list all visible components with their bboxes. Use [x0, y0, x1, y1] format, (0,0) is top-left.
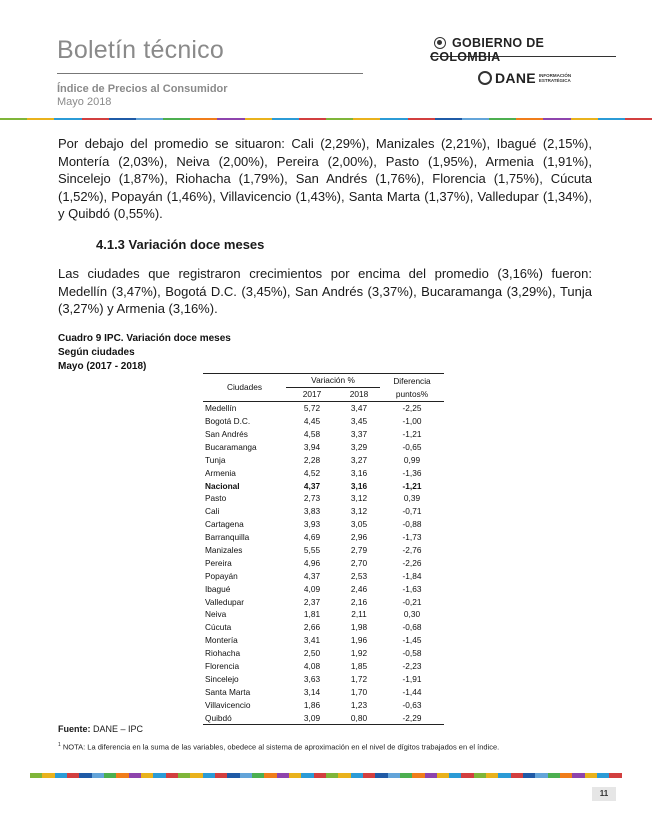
difference-cell: -0,21: [402, 596, 422, 607]
difference-cell: -1,21: [402, 480, 422, 491]
value-2018-cell: 1,85: [350, 661, 368, 672]
city-cell: Cúcuta: [205, 622, 232, 633]
value-2017-cell: 2,66: [303, 622, 321, 633]
city-cell: Neiva: [205, 609, 227, 620]
stripe-segment: [543, 118, 570, 120]
difference-cell: -0,88: [402, 519, 422, 530]
document-title: Boletín técnico: [57, 36, 224, 64]
stripe-segment: [54, 118, 81, 120]
table-row: [203, 621, 444, 634]
stripe-segment: [597, 773, 609, 778]
stripe-segment: [353, 118, 380, 120]
table-row: [203, 440, 444, 453]
city-cell: Tunja: [205, 454, 226, 465]
stripe-segment: [190, 118, 217, 120]
value-2017-cell: 3,94: [303, 441, 321, 452]
footer-color-stripe: [30, 773, 622, 778]
stripe-segment: [598, 118, 625, 120]
footnote: [58, 742, 499, 752]
value-2017-cell: 4,58: [303, 429, 321, 439]
stripe-segment: [129, 773, 141, 778]
stripe-segment: [326, 118, 353, 120]
seal-icon: [434, 37, 446, 49]
value-2018-cell: 1,98: [350, 622, 368, 633]
table-row: [203, 544, 444, 557]
stripe-segment: [27, 118, 54, 120]
dane-icon: [478, 71, 492, 85]
stripe-segment: [82, 118, 109, 120]
table-row: [203, 518, 444, 531]
stripe-segment: [264, 773, 276, 778]
dane-label: DANE: [495, 70, 536, 86]
value-2017-cell: 4,45: [303, 416, 321, 427]
difference-cell: 0,99: [403, 454, 421, 465]
value-2018-cell: 3,37: [350, 429, 368, 439]
city-cell: San Andrés: [205, 429, 248, 439]
table-row: [203, 569, 444, 582]
stripe-segment: [203, 773, 215, 778]
value-2017-cell: 2,28: [303, 454, 321, 465]
city-cell: Quibdó: [203, 711, 286, 724]
table-row: [203, 647, 444, 660]
table-row: [203, 415, 444, 428]
header-puntos: puntos%: [395, 389, 429, 400]
document-subtitle: Índice de Precios al Consumidor: [57, 83, 228, 95]
value-2018-cell: 1,23: [350, 699, 368, 710]
value-2017-cell: 2,37: [303, 596, 321, 607]
value-2017-cell: 4,52: [303, 467, 321, 478]
stripe-segment: [609, 773, 621, 778]
table-row: [203, 453, 444, 466]
stripe-segment: [116, 773, 128, 778]
value-2017-cell: 4,96: [303, 557, 321, 568]
value-2017-cell: 3,83: [303, 506, 321, 517]
value-2017-cell: 2,50: [303, 648, 321, 659]
document-date: Mayo 2018: [57, 96, 112, 108]
value-2018-cell: 3,47: [350, 403, 368, 414]
stripe-segment: [516, 118, 543, 120]
value-2018-cell: 2,70: [350, 557, 368, 568]
value-2018-cell: 3,12: [350, 506, 368, 517]
difference-cell: -2,76: [402, 545, 422, 556]
table-row: [203, 492, 444, 505]
stripe-segment: [314, 773, 326, 778]
stripe-segment: [474, 773, 486, 778]
city-cell: Cartagena: [205, 519, 244, 530]
stripe-segment: [380, 118, 407, 120]
city-cell: Santa Marta: [205, 686, 251, 697]
value-2018-cell: 2,79: [350, 545, 368, 556]
page-number: 11: [592, 787, 616, 801]
city-cell: Popayán: [205, 570, 238, 581]
table-row: [203, 428, 444, 441]
value-2018-cell: 3,16: [350, 480, 368, 491]
stripe-segment: [240, 773, 252, 778]
table-caption-subtitle: Según ciudades: [58, 347, 135, 358]
stripe-segment: [435, 118, 462, 120]
stripe-segment: [0, 118, 27, 120]
city-cell: Cali: [205, 506, 220, 517]
table-row: [203, 466, 444, 479]
value-2018-cell: 2,96: [350, 532, 368, 543]
value-2017-cell: 3,14: [303, 686, 321, 697]
table-row: [203, 582, 444, 595]
table-caption-period: Mayo (2017 - 2018): [58, 361, 147, 372]
value-2017-cell: 3,41: [303, 635, 321, 646]
stripe-segment: [190, 773, 202, 778]
table-row: [203, 556, 444, 569]
table-caption-title: Cuadro 9 IPC. Variación doce meses: [58, 333, 231, 344]
city-cell: Nacional: [205, 480, 240, 491]
city-cell: Bogotá D.C.: [205, 416, 251, 427]
city-cell: Bucaramanga: [205, 441, 257, 452]
stripe-segment: [560, 773, 572, 778]
stripe-segment: [572, 773, 584, 778]
table-row: [203, 505, 444, 518]
stripe-segment: [585, 773, 597, 778]
value-2018-cell: 3,27: [350, 454, 368, 465]
stripe-segment: [425, 773, 437, 778]
value-2018-cell: 2,46: [350, 583, 368, 594]
difference-cell: -1,84: [402, 570, 422, 581]
header-color-stripe: [0, 118, 652, 120]
value-2017-cell: 2,73: [303, 493, 321, 504]
stripe-segment: [326, 773, 338, 778]
difference-cell: -2,26: [402, 557, 422, 568]
stripe-segment: [289, 773, 301, 778]
stripe-segment: [437, 773, 449, 778]
value-2017-cell: 1,81: [303, 609, 321, 620]
header-divider: [57, 73, 363, 74]
city-cell: Ibagué: [205, 583, 231, 594]
stripe-segment: [486, 773, 498, 778]
stripe-segment: [400, 773, 412, 778]
difference-cell: -1,73: [402, 532, 422, 543]
city-cell: Barranquilla: [205, 532, 250, 543]
stripe-segment: [227, 773, 239, 778]
city-cell: Manizales: [205, 545, 243, 556]
stripe-segment: [252, 773, 264, 778]
stripe-segment: [215, 773, 227, 778]
stripe-segment: [462, 118, 489, 120]
value-2018-cell: 3,16: [350, 467, 368, 478]
value-2017-cell: 5,55: [303, 545, 321, 556]
stripe-segment: [55, 773, 67, 778]
city-cell: Florencia: [205, 661, 240, 672]
stripe-segment: [136, 118, 163, 120]
difference-cell: -0,65: [402, 441, 422, 452]
difference-cell: 0,30: [403, 609, 421, 620]
table-row: [203, 479, 444, 492]
value-2018-cell: 1,92: [350, 648, 368, 659]
header-2018: 2018: [349, 389, 369, 400]
stripe-segment: [67, 773, 79, 778]
value-2018-cell: 2,53: [350, 570, 368, 581]
value-2018-cell: 0,80: [338, 711, 380, 724]
table-row: [203, 660, 444, 673]
stripe-segment: [498, 773, 510, 778]
stripe-segment: [571, 118, 598, 120]
stripe-segment: [511, 773, 523, 778]
stripe-segment: [30, 773, 42, 778]
stripe-segment: [163, 118, 190, 120]
difference-cell: -2,29: [380, 711, 444, 724]
value-2017-cell: 4,37: [303, 570, 321, 581]
section-title: 4.1.3 Variación doce meses: [96, 237, 265, 252]
value-2017-cell: 4,09: [303, 583, 321, 594]
dane-sublabel: INFORMACIÓN ESTRATÉGICA: [538, 73, 572, 83]
header-variacion: Variación %: [286, 374, 380, 388]
city-cell: Sincelejo: [205, 673, 239, 684]
source-value: DANE – IPC: [90, 724, 144, 734]
stripe-segment: [141, 773, 153, 778]
header-ciudades: Ciudades: [226, 382, 263, 393]
value-2017-cell: 4,37: [303, 480, 321, 491]
stripe-segment: [548, 773, 560, 778]
value-2017-cell: 3,93: [303, 519, 321, 530]
gobierno-label: GOBIERNO DE COLOMBIA: [430, 36, 545, 64]
difference-cell: -0,68: [402, 622, 422, 633]
difference-cell: -1,00: [402, 416, 422, 427]
difference-cell: -0,71: [402, 506, 422, 517]
stripe-segment: [299, 118, 326, 120]
value-2018-cell: 1,72: [350, 673, 368, 684]
table-row: [203, 685, 444, 698]
table-row: [203, 595, 444, 608]
stripe-segment: [217, 118, 244, 120]
stripe-segment: [388, 773, 400, 778]
city-cell: Pereira: [205, 557, 232, 568]
value-2018-cell: 2,16: [350, 596, 368, 607]
stripe-segment: [489, 118, 516, 120]
city-cell: Montería: [205, 635, 238, 646]
footnote-mark: 1: [58, 742, 61, 748]
stripe-segment: [104, 773, 116, 778]
footnote-text: NOTA: La diferencia en la suma de las variables, obedece al sistema de aproximación en el nivel de dígitos trabajados en el índice.: [60, 742, 500, 752]
difference-cell: -1,21: [402, 429, 422, 439]
value-2017-cell: 4,69: [303, 532, 321, 543]
stripe-segment: [535, 773, 547, 778]
stripe-segment: [375, 773, 387, 778]
value-2017-cell: 4,08: [303, 661, 321, 672]
source-label: Fuente:: [58, 724, 91, 734]
table-row: [203, 531, 444, 544]
city-cell: Armenia: [205, 467, 236, 478]
value-2017-cell: 5,72: [303, 403, 321, 414]
city-cell: Riohacha: [205, 648, 241, 659]
value-2018-cell: 1,96: [350, 635, 368, 646]
stripe-segment: [412, 773, 424, 778]
difference-cell: -1,36: [402, 467, 422, 478]
difference-cell: -0,58: [402, 648, 422, 659]
stripe-segment: [408, 118, 435, 120]
value-2018-cell: 3,05: [350, 519, 368, 530]
city-cell: Villavicencio: [205, 699, 251, 710]
paragraph-below-average: Por debajo del promedio se situaron: Cali (2,29%), Manizales (2,21%), Ibagué (2,15%), Montería (2,03%), Neiva (2,00%), Pereira (2,00%), Pasto (1,95%), Armenia (1,91%), Sincelejo (1,87%), Riohacha (1,79%), San Andrés (1,76%), Florencia (1,75%), Cúcuta (1,52%), Popayán (1,46%), Villavicencio (1,43%), Santa Marta (1,37%), Valledupar (1,34%), y Quibdó (0,55%).: [58, 136, 592, 221]
difference-cell: -2,25: [402, 403, 422, 414]
table-row: [203, 711, 444, 724]
gobierno-logo: [430, 36, 616, 64]
stripe-segment: [351, 773, 363, 778]
difference-cell: -2,23: [402, 661, 422, 672]
value-2018-cell: 1,70: [350, 686, 368, 697]
stripe-segment: [301, 773, 313, 778]
stripe-segment: [178, 773, 190, 778]
value-2017-cell: 1,86: [303, 699, 321, 710]
table-row: [203, 698, 444, 711]
dane-logo: [478, 68, 572, 88]
stripe-segment: [449, 773, 461, 778]
stripe-segment: [92, 773, 104, 778]
stripe-segment: [79, 773, 91, 778]
stripe-segment: [245, 118, 272, 120]
table-row: [203, 608, 444, 621]
stripe-segment: [338, 773, 350, 778]
stripe-segment: [272, 118, 299, 120]
city-cell: Valledupar: [205, 596, 245, 607]
stripe-segment: [523, 773, 535, 778]
value-2017-cell: 3,63: [303, 673, 321, 684]
stripe-segment: [153, 773, 165, 778]
table-row: [203, 672, 444, 685]
city-cell: Pasto: [205, 493, 227, 504]
difference-cell: -0,63: [402, 699, 422, 710]
difference-cell: -1,63: [402, 583, 422, 594]
difference-cell: -1,44: [402, 686, 422, 697]
stripe-segment: [625, 118, 652, 120]
header-diferencia: Diferencia: [393, 375, 431, 386]
value-2018-cell: 3,12: [350, 493, 368, 504]
difference-cell: -1,91: [402, 673, 422, 684]
city-cell: Medellín: [205, 403, 237, 414]
value-2018-cell: 2,11: [351, 609, 367, 620]
stripe-segment: [109, 118, 136, 120]
table-row: [203, 634, 444, 647]
stripe-segment: [363, 773, 375, 778]
value-2018-cell: 3,29: [350, 441, 368, 452]
source-note: [58, 724, 143, 734]
value-2018-cell: 3,45: [350, 416, 368, 427]
ipc-table: [203, 373, 444, 725]
difference-cell: 0,39: [403, 493, 421, 504]
paragraph-above-average: Las ciudades que registraron crecimientos por encima del promedio (3,16%) fueron: Medellín (3,47%), Bogotá D.C. (3,45%), San Andrés (3,37%), Bucaramanga (3,29%), Tunja (3,27%) y Armenia (3,16%).: [58, 266, 592, 316]
stripe-segment: [277, 773, 289, 778]
header-2017: 2017: [302, 389, 322, 400]
stripe-segment: [42, 773, 54, 778]
stripe-segment: [461, 773, 473, 778]
difference-cell: -1,45: [402, 635, 422, 646]
stripe-segment: [166, 773, 178, 778]
value-2017-cell: 3,09: [286, 711, 338, 724]
table-row: [203, 401, 444, 414]
